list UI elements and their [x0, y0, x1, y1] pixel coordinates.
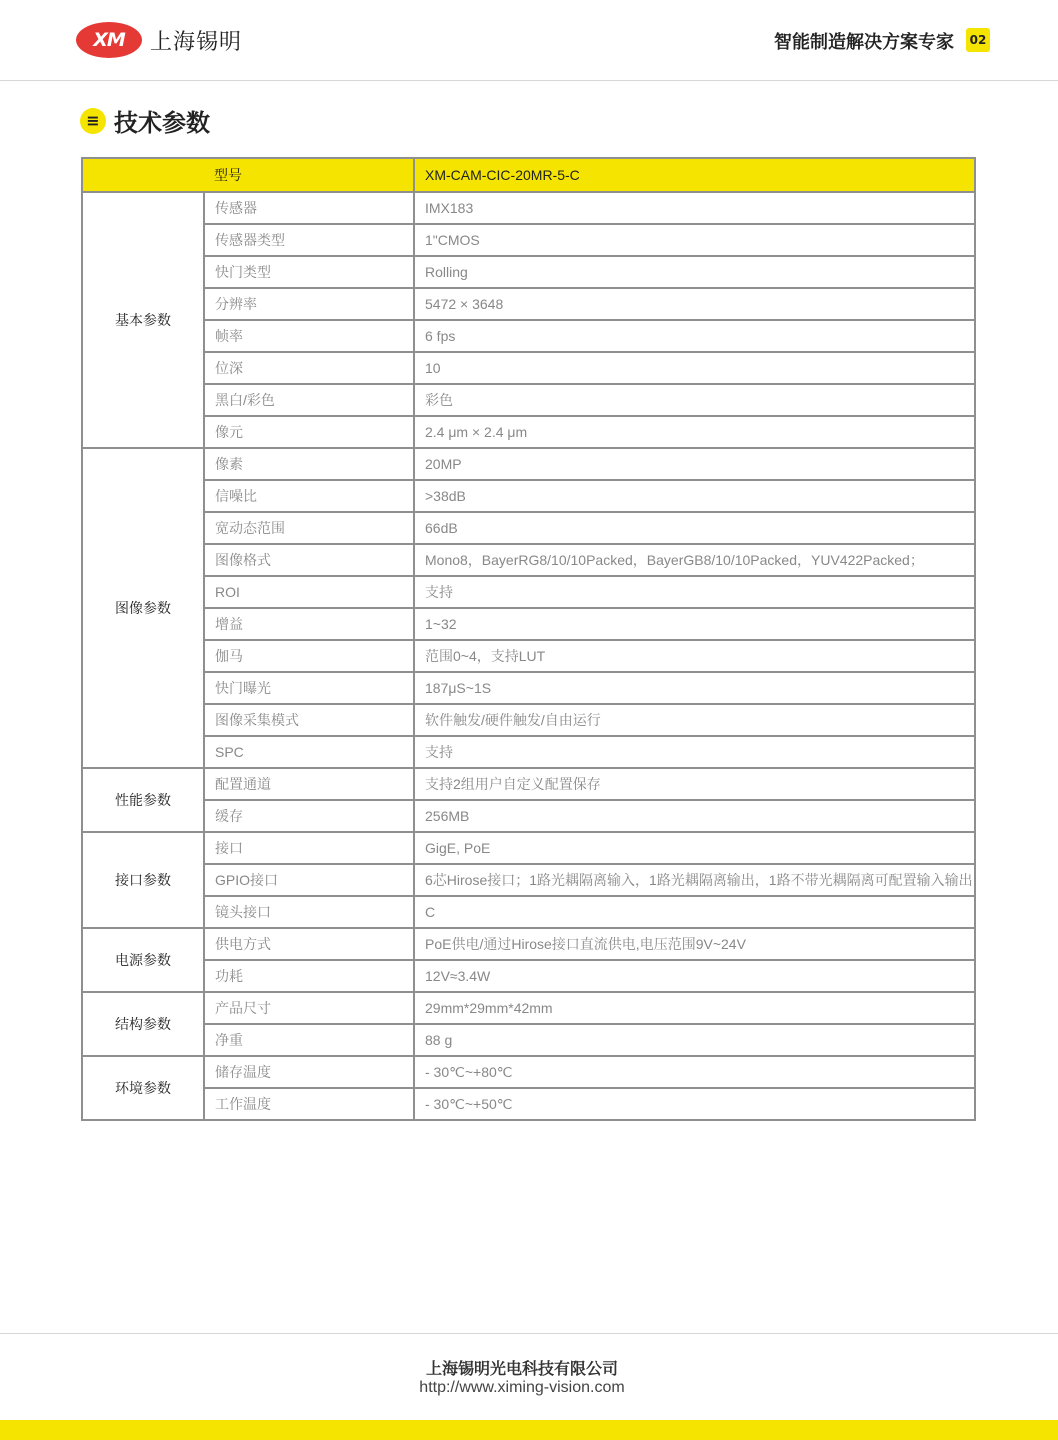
param-name: ROI — [204, 576, 414, 608]
table-row — [82, 416, 975, 448]
company-short-name: 上海锡明 — [150, 29, 243, 55]
table-row — [82, 384, 975, 416]
param-name: 图像格式 — [204, 544, 414, 576]
param-value: GigE, PoE — [414, 832, 975, 864]
param-name: 配置通道 — [204, 768, 414, 800]
param-name: 接口 — [204, 832, 414, 864]
table-row — [82, 1024, 975, 1056]
param-name: 分辨率 — [204, 288, 414, 320]
param-value: C — [414, 896, 975, 928]
param-value: 12V≈3.4W — [414, 960, 975, 992]
group-label: 电源参数 — [82, 928, 204, 992]
param-name: 功耗 — [204, 960, 414, 992]
param-name: 宽动态范围 — [204, 512, 414, 544]
table-header-row — [82, 158, 975, 192]
table-row — [82, 704, 975, 736]
page-number-badge: 02 — [966, 28, 990, 52]
param-name: 工作温度 — [204, 1088, 414, 1120]
param-name: 供电方式 — [204, 928, 414, 960]
param-value: 范围0~4，支持LUT — [414, 640, 975, 672]
param-value: - 30℃~+50℃ — [414, 1088, 975, 1120]
param-name: 储存温度 — [204, 1056, 414, 1088]
group-label: 结构参数 — [82, 992, 204, 1056]
company-logo — [76, 22, 242, 58]
param-name: 像元 — [204, 416, 414, 448]
table-row — [82, 640, 975, 672]
param-value: 1~32 — [414, 608, 975, 640]
param-value: 20MP — [414, 448, 975, 480]
table-row — [82, 736, 975, 768]
table-row — [82, 448, 975, 480]
table-row — [82, 480, 975, 512]
param-value: 256MB — [414, 800, 975, 832]
spec-table — [81, 157, 976, 1121]
param-name: 伽马 — [204, 640, 414, 672]
table-row — [82, 1088, 975, 1120]
param-name: 黑白/彩色 — [204, 384, 414, 416]
table-row — [82, 960, 975, 992]
xm-logo-mark: XM — [76, 22, 142, 58]
param-value: 彩色 — [414, 384, 975, 416]
footer-divider — [0, 1333, 1058, 1334]
group-label: 环境参数 — [82, 1056, 204, 1120]
group-label: 基本参数 — [82, 192, 204, 448]
param-name: 产品尺寸 — [204, 992, 414, 1024]
footer-website-link[interactable]: http://www.ximing-vision.com — [419, 1379, 625, 1396]
param-name: 位深 — [204, 352, 414, 384]
slogan: 智能制造解决方案专家 — [774, 32, 954, 53]
table-row — [82, 608, 975, 640]
param-value: 6芯Hirose接口；1路光耦隔离输入，1路光耦隔离输出，1路不带光耦隔离可配置输入输出 — [414, 864, 975, 896]
param-name: SPC — [204, 736, 414, 768]
group-label: 性能参数 — [82, 768, 204, 832]
table-row — [82, 832, 975, 864]
table-row — [82, 768, 975, 800]
param-value: Rolling — [414, 256, 975, 288]
param-value: 支持 — [414, 576, 975, 608]
table-row — [82, 320, 975, 352]
table-row — [82, 672, 975, 704]
param-value: 支持2组用户自定义配置保存 — [414, 768, 975, 800]
table-row — [82, 512, 975, 544]
param-name: 镜头接口 — [204, 896, 414, 928]
param-value: - 30℃~+80℃ — [414, 1056, 975, 1088]
table-row — [82, 1056, 975, 1088]
param-value: 软件触发/硬件触发/自由运行 — [414, 704, 975, 736]
param-value: 10 — [414, 352, 975, 384]
param-name: GPIO接口 — [204, 864, 414, 896]
table-row — [82, 992, 975, 1024]
table-row — [82, 864, 975, 896]
param-name: 信噪比 — [204, 480, 414, 512]
table-row — [82, 576, 975, 608]
footer-accent-bar — [0, 1420, 1058, 1440]
param-value: Mono8，BayerRG8/10/10Packed，BayerGB8/10/10Packed，YUV422Packed； — [414, 544, 975, 576]
page-header — [0, 0, 1058, 81]
param-value: 66dB — [414, 512, 975, 544]
param-value: 5472 × 3648 — [414, 288, 975, 320]
param-name: 帧率 — [204, 320, 414, 352]
param-name: 像素 — [204, 448, 414, 480]
param-name: 增益 — [204, 608, 414, 640]
section-title: 技术参数 — [114, 109, 210, 137]
param-name: 传感器类型 — [204, 224, 414, 256]
footer-company-name: 上海锡明光电科技有限公司 — [425, 1359, 618, 1378]
table-row — [82, 288, 975, 320]
param-value: 支持 — [414, 736, 975, 768]
param-value: 6 fps — [414, 320, 975, 352]
table-row — [82, 544, 975, 576]
section-heading — [80, 103, 210, 138]
param-value: PoE供电/通过Hirose接口直流供电,电压范围9V~24V — [414, 928, 975, 960]
table-row — [82, 224, 975, 256]
table-row — [82, 352, 975, 384]
param-value: 2.4 μm × 2.4 μm — [414, 416, 975, 448]
param-name: 缓存 — [204, 800, 414, 832]
param-name: 图像采集模式 — [204, 704, 414, 736]
param-name: 传感器 — [204, 192, 414, 224]
param-name: 净重 — [204, 1024, 414, 1056]
param-name: 快门曝光 — [204, 672, 414, 704]
group-label: 图像参数 — [82, 448, 204, 768]
param-value: 1"CMOS — [414, 224, 975, 256]
table-row — [82, 256, 975, 288]
param-value: 88 g — [414, 1024, 975, 1056]
list-icon: ≡ — [80, 108, 106, 134]
param-value: IMX183 — [414, 192, 975, 224]
param-name: 快门类型 — [204, 256, 414, 288]
model-value: XM-CAM-CIC-20MR-5-C — [414, 158, 975, 192]
table-row — [82, 896, 975, 928]
model-label: 型号 — [82, 158, 414, 192]
param-value: 29mm*29mm*42mm — [414, 992, 975, 1024]
param-value: >38dB — [414, 480, 975, 512]
group-label: 接口参数 — [82, 832, 204, 928]
table-row — [82, 800, 975, 832]
param-value: 187μS~1S — [414, 672, 975, 704]
table-row — [82, 928, 975, 960]
table-row — [82, 192, 975, 224]
